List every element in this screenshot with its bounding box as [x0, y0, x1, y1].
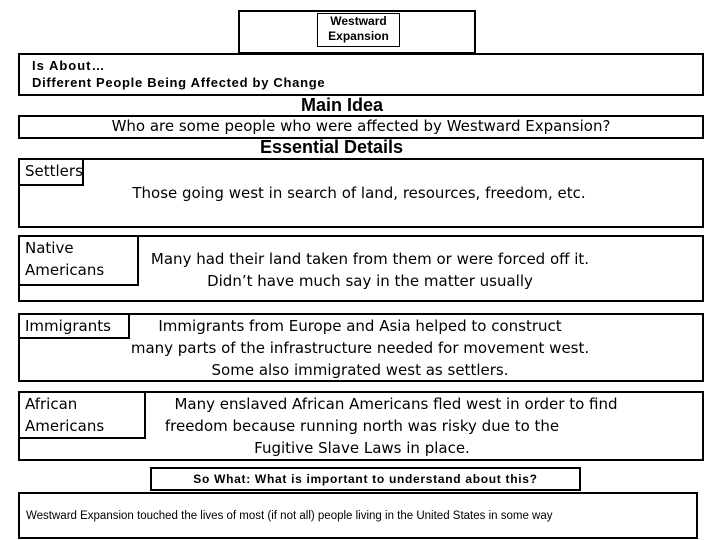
detail-settlers-line-1: Those going west in search of land, resources, freedom, etc. — [132, 184, 586, 202]
is-about-label: Is About… — [32, 58, 106, 73]
so-what-answer: Westward Expansion touched the lives of most (if not all) people living in the United States in some way — [26, 510, 553, 522]
so-what-heading: So What: What is important to understand about this? — [193, 472, 538, 486]
label-immigrants: Immigrants — [25, 317, 111, 335]
detail-immigrants-line-2: many parts of the infrastructure needed for movement west. — [130, 339, 590, 357]
detail-african-americans-line-2: freedom because running north was risky due to the — [164, 417, 560, 435]
detail-native-americans-line-2: Didn’t have much say in the matter usually — [207, 272, 533, 290]
essential-details-heading: Essential Details — [260, 137, 404, 157]
detail-african-americans-line-1: Many enslaved African Americans fled west in order to find — [174, 395, 618, 413]
title-line-1: Westward — [330, 14, 387, 28]
title-line-2: Expansion — [328, 29, 389, 43]
label-african-americans-1: African — [25, 395, 78, 413]
label-native-americans-1: Native — [25, 239, 74, 257]
label-settlers: Settlers — [25, 162, 83, 180]
label-african-americans-2: Americans — [25, 417, 105, 435]
main-idea-heading: Main Idea — [301, 95, 384, 115]
detail-immigrants-line-1: Immigrants from Europe and Asia helped to construct — [158, 317, 562, 335]
detail-immigrants-line-3: Some also immigrated west as settlers. — [211, 361, 509, 379]
is-about-text: Different People Being Affected by Change — [32, 75, 326, 90]
detail-african-americans-line-3: Fugitive Slave Laws in place. — [254, 439, 470, 457]
detail-native-americans-line-1: Many had their land taken from them or were forced off it. — [150, 250, 590, 268]
label-native-americans-2: Americans — [25, 261, 105, 279]
main-idea-question: Who are some people who were affected by Westward Expansion? — [111, 117, 611, 135]
